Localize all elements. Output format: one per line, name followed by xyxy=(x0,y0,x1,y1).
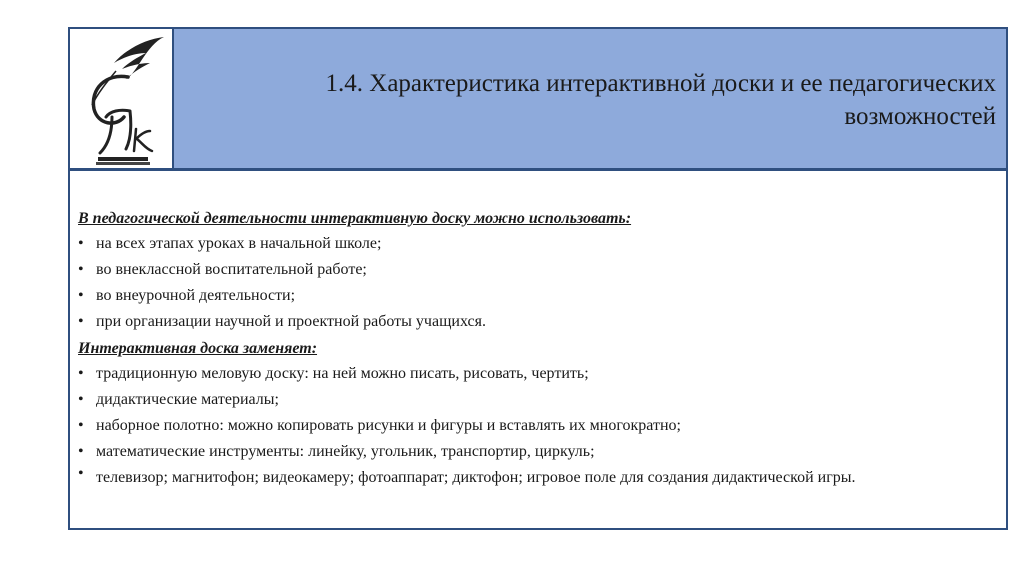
quill-monogram-icon xyxy=(76,33,168,169)
section1-list xyxy=(78,231,990,335)
logo xyxy=(70,29,174,168)
list-item: • во внеклассной воспитательной работе; xyxy=(78,257,990,283)
list-item: • традиционную меловую доску: на ней можно писать, рисовать, чертить; xyxy=(78,361,990,387)
section2-heading: Интерактивная доска заменяет: xyxy=(78,340,318,357)
slide-header xyxy=(68,27,1008,170)
title-line-1: 1.4. Характеристика интерактивной доски и ее педагогических xyxy=(325,70,996,97)
list-item: • наборное полотно: можно копировать рисунки и фигуры и вставлять их многократно; xyxy=(78,413,990,439)
list-item: • математические инструменты: линейку, угольник, транспортир, циркуль; xyxy=(78,439,990,465)
list-item: • на всех этапах уроках в начальной школе; xyxy=(78,231,990,257)
section2-list xyxy=(78,361,990,491)
page-title xyxy=(190,67,996,133)
list-item: • при организации научной и проектной работы учащихся. xyxy=(78,309,990,335)
section1-heading: В педагогической деятельности интерактивную доску можно использовать: xyxy=(78,210,632,227)
title-line-2: возможностей xyxy=(844,103,996,130)
list-item: • во внеурочной деятельности; xyxy=(78,283,990,309)
list-item: • телевизор; магнитофон; видеокамеру; фотоаппарат; диктофон; игровое поле для создания дидактической игры. xyxy=(78,465,990,491)
content-body xyxy=(78,207,990,491)
content-box xyxy=(68,170,1008,530)
list-item: • дидактические материалы; xyxy=(78,387,990,413)
